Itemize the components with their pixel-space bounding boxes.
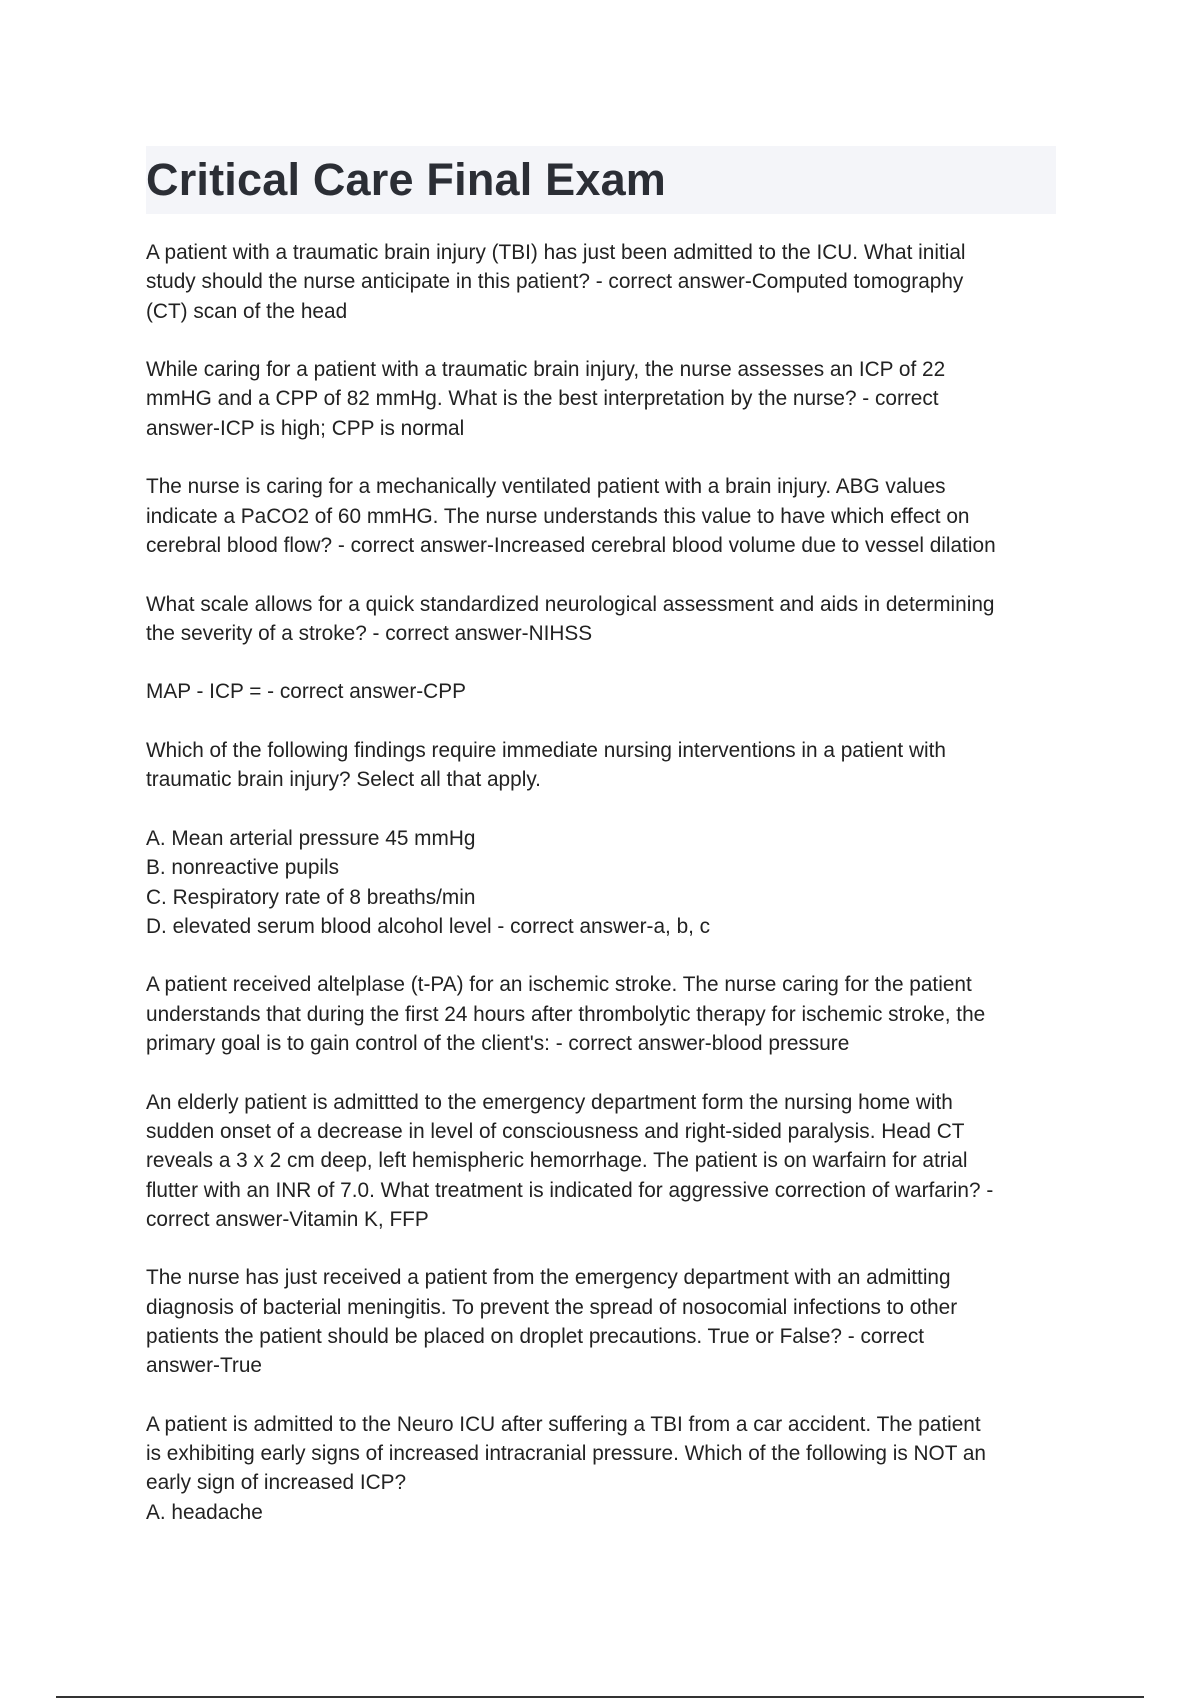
question-paragraph: A patient received altelplase (t-PA) for an ischemic stroke. The nurse caring for the patient understands that during the first 24 hours after thrombolytic therapy for ischemic stroke, the primary goal is to gain control of the client's: - correct answer-blood pressure <box>146 973 986 1056</box>
question-paragraph: The nurse is caring for a mechanically ventilated patient with a brain injury. ABG values indicate a PaCO2 of 60 mmHG. The nurse understands this value to have which effect on cerebral blood flow? - correct answer-Increased cerebral blood volume due to vessel dilation <box>146 475 996 557</box>
document-body <box>146 238 1066 1527</box>
question-paragraph: Which of the following findings require immediate nursing interventions in a patient with traumatic brain injury? Select all that apply. <box>146 739 946 792</box>
question-paragraph: What scale allows for a quick standardized neurological assessment and aids in determining the severity of a stroke? - correct answer-NIHSS <box>146 592 995 645</box>
answer-options: A. Mean arterial pressure 45 mmHg B. nonreactive pupils C. Respiratory rate of 8 breaths/min D. elevated serum blood alcohol level - correct answer-a, b, c <box>146 826 711 938</box>
question-paragraph: MAP - ICP = - correct answer-CPP <box>146 680 466 704</box>
question-paragraph: While caring for a patient with a traumatic brain injury, the nurse assesses an ICP of 22 mmHG and a CPP of 82 mmHg. What is the best interpretation by the nurse? - correct answer-ICP is high; CPP is normal <box>146 358 946 440</box>
question-paragraph: A patient with a traumatic brain injury (TBI) has just been admitted to the ICU. What initial study should the nurse anticipate in this patient? - correct answer-Computed tomography (CT) scan of the head <box>146 241 966 323</box>
question-paragraph: An elderly patient is admittted to the emergency department form the nursing home with sudden onset of a decrease in level of consciousness and right-sided paralysis. Head CT reveals a 3 x 2 cm deep, left hemispheric hemorrhage. The patient is on warfairn for atrial flutter with an INR of 7.0. What treatment is indicated for aggressive correction of warfarin? - correct answer-Vitamin K, FFP <box>146 1090 994 1231</box>
page-bottom-rule <box>56 1696 1144 1698</box>
title-band <box>146 146 1056 214</box>
question-paragraph: The nurse has just received a patient from the emergency department with an admitting diagnosis of bacterial meningitis. To prevent the spread of nosocomial infections to other patients the patient should be placed on droplet precautions. True or False? - correct answer-True <box>146 1266 958 1378</box>
question-paragraph: A patient is admitted to the Neuro ICU after suffering a TBI from a car accident. The patient is exhibiting early signs of increased intracranial pressure. Which of the following is NOT an early sign of increased ICP? A. headache <box>146 1412 986 1524</box>
page-title: Critical Care Final Exam <box>146 154 667 205</box>
